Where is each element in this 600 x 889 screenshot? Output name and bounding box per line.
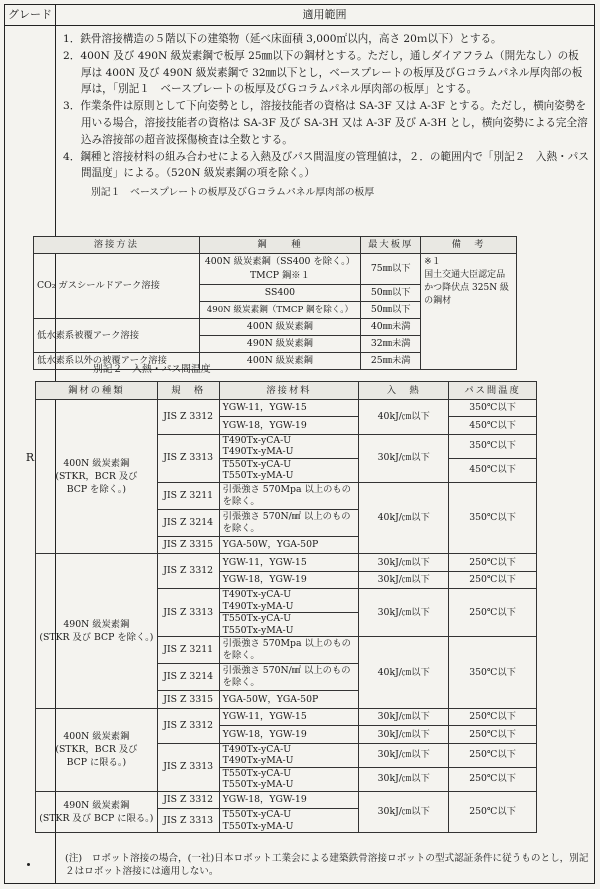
t2-material: YGW-11，YGW-15	[219, 554, 359, 572]
scope-content	[63, 31, 589, 200]
t1-header-method: 溶接方法	[34, 237, 200, 254]
t2-header-steel: 鋼材の種類	[36, 382, 158, 400]
base-plate-thickness-table	[33, 236, 517, 370]
t1-header-remarks: 備 考	[421, 237, 517, 254]
t2-heat: 30kJ/㎝以下	[359, 434, 449, 482]
t2-header-temp: パス間温度	[449, 382, 537, 400]
t2-standard: JIS Z 3211	[157, 482, 219, 509]
t2-material: YGW-18，YGW-19	[219, 791, 359, 809]
t2-material: YGA-50W，YGA-50P	[219, 536, 359, 554]
t2-temp: 450℃以下	[449, 417, 537, 435]
t1-thickness-3: 50㎜以下	[361, 302, 421, 319]
t1-thickness-6: 25㎜未満	[361, 353, 421, 370]
t2-header-material: 溶接材料	[219, 382, 359, 400]
t2-group-2: 490N 級炭素鋼 (STKR 及び BCP を除く。)	[36, 554, 158, 709]
t2-heat: 30kJ/㎝以下	[359, 743, 449, 767]
t2-header-standard: 規 格	[157, 382, 219, 400]
t2-standard: JIS Z 3211	[157, 637, 219, 664]
t2-material: 引張強さ 570N/㎟ 以上のものを除く。	[219, 509, 359, 536]
t1-thickness-1: 75㎜以下	[361, 254, 421, 285]
t1-method-co2: CO₂ ガスシールドアーク溶接	[34, 254, 200, 319]
t2-standard: JIS Z 3214	[157, 664, 219, 691]
t2-temp: 250℃以下	[449, 554, 537, 572]
scope-item-1: 1．鉄骨溶接構造の５階以下の建築物（延べ床面積 3,000㎡以内，高さ 20ｍ以下）とする。	[63, 33, 502, 45]
t1-remarks: ※１ 国土交通大臣認定品かつ降伏点 325N 級の鋼材	[421, 254, 517, 370]
t2-temp: 350℃以下	[449, 482, 537, 554]
t2-header-heat: 入 熱	[359, 382, 449, 400]
t2-material: T550Tx-yCA-U T550Tx-yMA-U	[219, 458, 359, 482]
t1-thickness-5: 32㎜未満	[361, 336, 421, 353]
t1-steel-2: TMCP 鋼※１	[249, 270, 310, 281]
t1-steel-1: 400N 級炭素鋼（SS400 を除く。）	[204, 256, 356, 267]
scope-item-2: 2．400N 及び 490N 級炭素鋼で板厚 25㎜以下の鋼材とする。ただし，通しダイアフラム（開先なし）の板厚は 400N 及び 490N 級炭素鋼で 32㎜以下とし，ベースプレートの板厚及びＧコラムパネル厚肉部の板厚は，「別記１ ベースプレートの板厚及びＧコラムパネル厚肉部の板厚」とする。	[63, 49, 583, 96]
t2-temp: 250℃以下	[449, 589, 537, 637]
t2-material: YGW-18，YGW-19	[219, 571, 359, 589]
scan-mark	[27, 863, 30, 866]
t2-material: 引張強さ 570N/㎟ 以上のものを除く。	[219, 664, 359, 691]
t2-temp: 350℃以下	[449, 434, 537, 458]
t2-material: T490Tx-yCA-U T490Tx-yMA-U	[219, 743, 359, 767]
t2-temp: 250℃以下	[449, 767, 537, 791]
t2-material: T490Tx-yCA-U T490Tx-yMA-U	[219, 589, 359, 613]
t1-thickness-2: 50㎜以下	[361, 285, 421, 302]
t1-steel-7: 400N 級炭素鋼	[199, 353, 361, 370]
grade-column-header: グレード	[5, 5, 56, 25]
t2-temp: 250℃以下	[449, 791, 537, 833]
t2-standard: JIS Z 3313	[157, 743, 219, 791]
t2-temp: 250℃以下	[449, 743, 537, 767]
t2-standard: JIS Z 3312	[157, 554, 219, 589]
t1-steel-5: 400N 級炭素鋼	[199, 319, 361, 336]
t2-heat: 30kJ/㎝以下	[359, 767, 449, 791]
scope-item-4: 4．鋼種と溶接材料の組み合わせによる入熱及びパス間温度の管理値は，２．の範囲内で「別記２ 入熱・パス間温度」による。（520N 級炭素鋼の項を除く。）	[63, 150, 589, 180]
t1-method-other: 低水素系以外の被覆アーク溶接	[34, 353, 200, 370]
t2-heat: 30kJ/㎝以下	[359, 589, 449, 637]
t1-header-steel: 鋼 種	[199, 237, 361, 254]
t2-material: T550Tx-yCA-U T550Tx-yMA-U	[219, 767, 359, 791]
t1-steel-4: 490N 級炭素鋼（TMCP 鋼を除く。）	[199, 302, 361, 319]
criteria-page	[4, 4, 595, 884]
t2-heat: 40kJ/㎝以下	[359, 399, 449, 434]
t2-standard: JIS Z 3312	[157, 399, 219, 434]
t2-standard: JIS Z 3313	[157, 809, 219, 833]
t2-material: 引張強さ 570Mpa 以上のものを除く。	[219, 637, 359, 664]
heat-input-table	[35, 381, 537, 833]
t2-temp: 250℃以下	[449, 571, 537, 589]
t2-heat: 30kJ/㎝以下	[359, 726, 449, 744]
scope-item-3: 3．作業条件は原則として下向姿勢とし，溶接技能者の資格は SA-3F 又は A-3F とする。ただし，横向姿勢を用いる場合，溶接技能者の資格は SA-3F 及び SA-3H 又は A-3F 及び A-3H とし，横向姿勢による完全溶込み溶接部の超音波探傷検査は全数とする。	[63, 100, 588, 146]
t2-standard: JIS Z 3313	[157, 589, 219, 637]
t2-standard: JIS Z 3214	[157, 509, 219, 536]
t2-heat: 30kJ/㎝以下	[359, 571, 449, 589]
t1-steel-6: 490N 級炭素鋼	[199, 336, 361, 353]
t2-heat: 30kJ/㎝以下	[359, 554, 449, 572]
table-header-row	[5, 5, 594, 26]
t2-heat: 40kJ/㎝以下	[359, 482, 449, 554]
t2-standard: JIS Z 3313	[157, 434, 219, 482]
t2-group-1: 400N 級炭素鋼 (STKR，BCR 及び BCP を除く。)	[36, 399, 158, 554]
t2-material: T550Tx-yCA-U T550Tx-yMA-U	[219, 613, 359, 637]
table1-caption: 別記１ ベースプレートの板厚及びＧコラムパネル厚肉部の板厚	[91, 187, 375, 199]
t1-steel-cell	[199, 254, 361, 285]
t2-heat: 40kJ/㎝以下	[359, 637, 449, 709]
t2-material: T490Tx-yCA-U T490Tx-yMA-U	[219, 434, 359, 458]
t2-standard: JIS Z 3315	[157, 691, 219, 709]
t2-material: YGW-11，YGW-15	[219, 708, 359, 726]
t2-group-3: 400N 級炭素鋼 (STKR，BCR 及び BCP に限る。)	[36, 708, 158, 791]
t2-temp: 350℃以下	[449, 399, 537, 417]
t2-material: YGW-18，YGW-19	[219, 417, 359, 435]
robot-welding-note: (注) ロボット溶接の場合，(一社)日本ロボット工業会による建築鉄骨溶接ロボットの型式認証条件に従うものとし，別記２はロボット溶接には適用しない。	[65, 853, 589, 877]
t1-header-thickness: 最大板厚	[361, 237, 421, 254]
grade-value: R	[25, 451, 35, 464]
t2-temp: 350℃以下	[449, 637, 537, 709]
t2-heat: 30kJ/㎝以下	[359, 708, 449, 726]
t2-material: YGA-50W，YGA-50P	[219, 691, 359, 709]
t2-temp: 250℃以下	[449, 726, 537, 744]
t1-thickness-4: 40㎜未満	[361, 319, 421, 336]
t2-temp: 450℃以下	[449, 458, 537, 482]
t2-temp: 250℃以下	[449, 708, 537, 726]
t2-standard: JIS Z 3312	[157, 708, 219, 743]
t2-material: 引張強さ 570Mpa 以上のものを除く。	[219, 482, 359, 509]
scope-column-header: 適用範囲	[302, 8, 347, 21]
t1-method-lowh: 低水素系被覆アーク溶接	[34, 319, 200, 353]
t1-steel-3: SS400	[199, 285, 361, 302]
t2-material: YGW-11，YGW-15	[219, 399, 359, 417]
table2-caption: 別記２ 入熱・パス間温度	[93, 364, 211, 375]
t2-material: YGW-18，YGW-19	[219, 726, 359, 744]
t2-standard: JIS Z 3312	[157, 791, 219, 809]
t2-material: T550Tx-yCA-U T550Tx-yMA-U	[219, 809, 359, 833]
t2-heat: 30kJ/㎝以下	[359, 791, 449, 833]
t2-standard: JIS Z 3315	[157, 536, 219, 554]
t2-group-4: 490N 級炭素鋼 (STKR 及び BCP に限る。)	[36, 791, 158, 833]
